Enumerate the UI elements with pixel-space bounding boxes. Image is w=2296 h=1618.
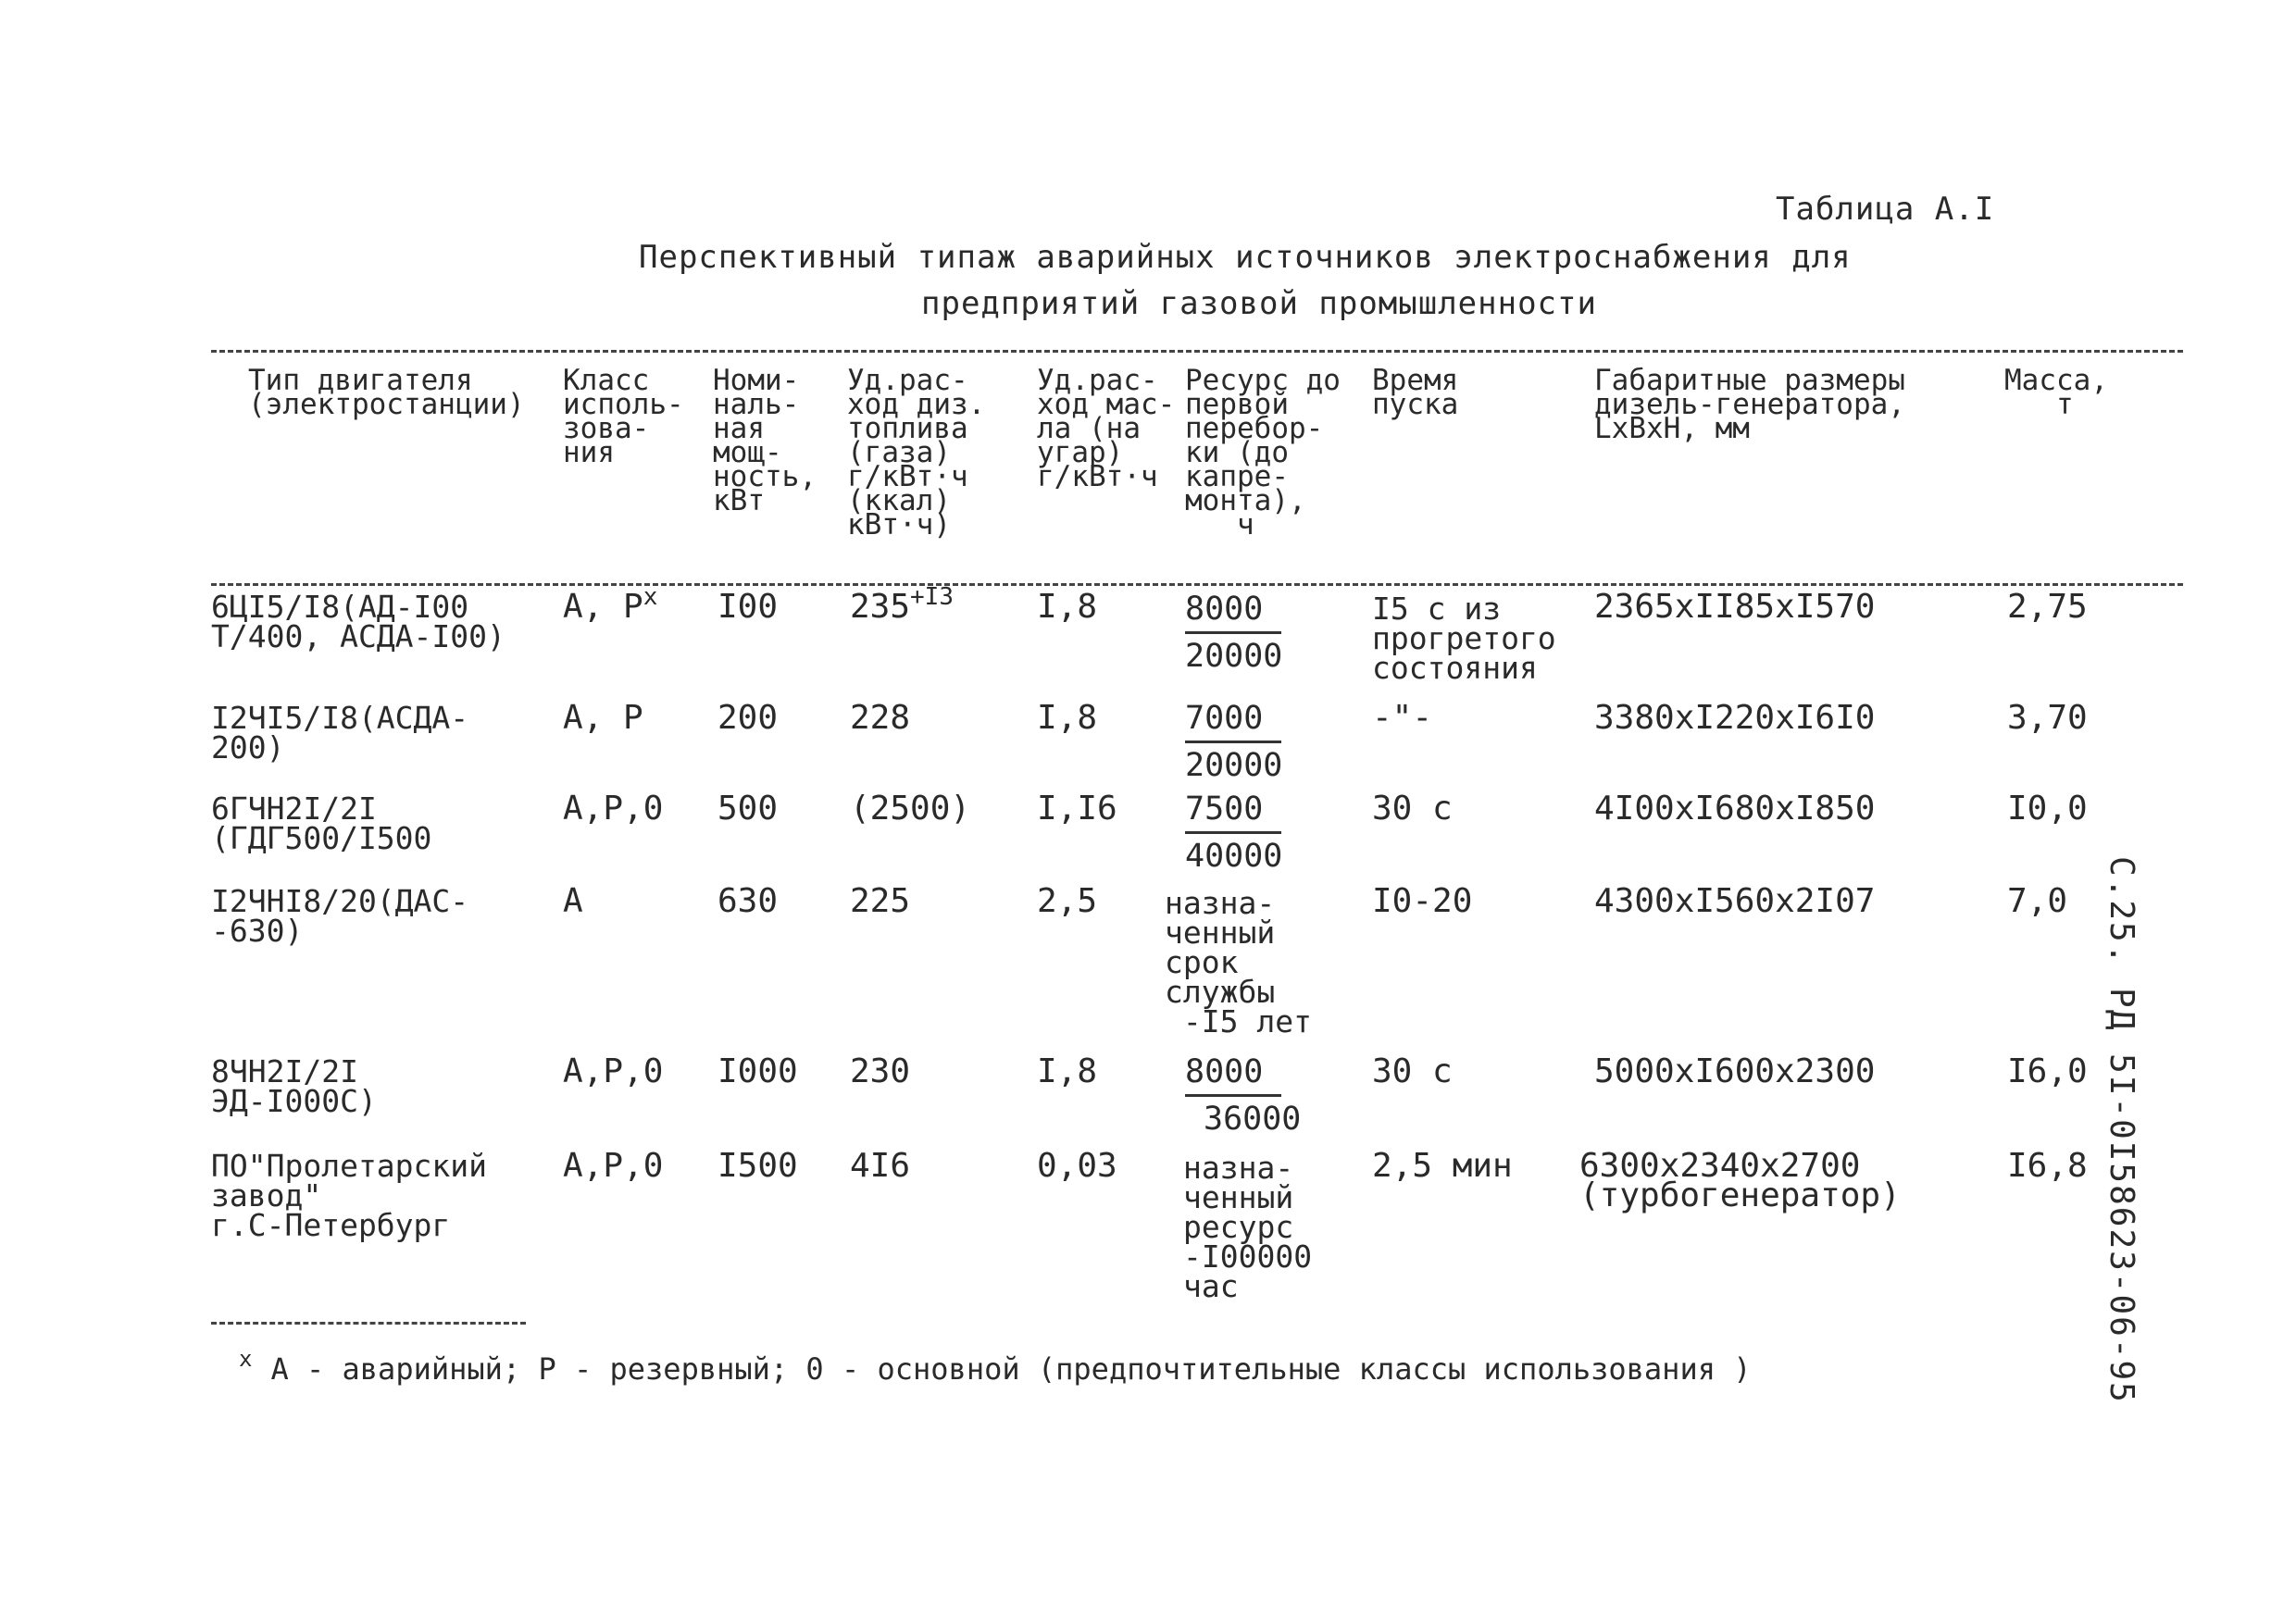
row-5-resource: $\frac{8000}{36000}$ [1185, 1053, 1302, 1138]
row-2-mass: 3,70 [2007, 699, 2088, 737]
row-4-rated-power: 630 [718, 882, 779, 920]
header-engine-type: Тип двигателя (электростанции) [248, 364, 525, 421]
row-1-oil-consumption: I,8 [1037, 588, 1098, 626]
row-3-mass: I0,0 [2007, 790, 2088, 828]
row-3-engine-type: 6ГЧН2I/2I (ГДГ500/I500 [211, 790, 432, 856]
table-top-rule [211, 350, 2183, 353]
row-6-start-time: 2,5 мин [1372, 1147, 1513, 1185]
row-6-rated-power: I500 [718, 1147, 798, 1185]
row-2-resource: $\frac{7000}{20000}$ [1185, 700, 1283, 784]
table-title-line-1: Перспективный типаж аварийных источников электроснабжения для [639, 239, 1852, 276]
table-title-line-2: предприятий газовой промышленности [921, 285, 1597, 322]
row-1-dimensions: 2365xII85xI570 [1594, 588, 1876, 626]
row-2-start-time: -"- [1372, 699, 1433, 737]
row-5-dimensions: 5000xI600x2300 [1594, 1052, 1876, 1090]
row-4-start-time: I0-20 [1372, 882, 1473, 920]
header-start-time: Время пуска [1372, 364, 1459, 421]
row-1-usage-class: А, $Р^x$ [563, 583, 658, 626]
row-3-resource: $\frac{7500}{40000}$ [1185, 790, 1283, 875]
row-1-mass: 2,75 [2007, 588, 2088, 626]
table-bottom-rule [211, 1322, 526, 1325]
row-4-engine-type: I2ЧНI8/20(ДАС- -630) [211, 883, 469, 949]
row-1-rated-power: I00 [718, 588, 779, 626]
header-bottom-rule [211, 583, 2183, 586]
row-3-start-time: 30 с [1372, 790, 1453, 828]
header-mass: Масса, т [2004, 364, 2108, 421]
row-2-engine-type: I2ЧI5/I8(АСДА- 200) [211, 700, 469, 765]
row-6-fuel-consumption: 4I6 [850, 1147, 911, 1185]
header-dimensions: Габаритные размеры дизель-генератора, LxBxH, мм [1594, 364, 1905, 445]
table-number: Таблица А.I [1776, 191, 1995, 228]
header-rated-power: Номи- наль- ная мощ- ность, кВт [713, 364, 817, 517]
row-3-fuel-consumption: (2500) [850, 790, 971, 828]
footnote [239, 1346, 1752, 1387]
header-fuel-consumption: Уд.рас- ход диз. топлива (газа) г/кВт·ч (ккал) кВт·ч) [847, 364, 986, 541]
row-6-mass: I6,8 [2007, 1147, 2088, 1185]
row-4-mass: 7,0 [2007, 882, 2068, 920]
header-resource: Ресурс до первой перебор- ки (до капре- монта), ч [1185, 364, 1341, 541]
row-5-engine-type: 8ЧН2I/2I ЭД-I000С) [211, 1053, 377, 1119]
row-6-dimensions: 6300x2340x2700 (турбогенератор) [1579, 1147, 1901, 1214]
row-2-usage-class: А, Р [563, 699, 643, 737]
row-6-resource: назна- ченный ресурс -I00000 час [1183, 1150, 1313, 1304]
row-2-oil-consumption: I,8 [1037, 699, 1098, 737]
document-code: С.25. РД 5I-0I58623-06-95 [2103, 856, 2140, 1404]
row-6-engine-type: ПО"Пролетарский завод" г.С-Петербург [211, 1148, 488, 1243]
row-1-start-time: I5 с из прогретого состояния [1372, 591, 1556, 686]
row-3-usage-class: А,Р,0 [563, 790, 664, 828]
row-2-fuel-consumption: 228 [850, 699, 911, 737]
row-5-fuel-consumption: 230 [850, 1052, 911, 1090]
row-1-fuel-consumption: $235^{+I3}$ [850, 583, 954, 626]
row-4-resource: назна- ченный срок службы -I5 лет [1165, 885, 1312, 1039]
row-5-rated-power: I000 [718, 1052, 798, 1090]
row-6-usage-class: А,Р,0 [563, 1147, 664, 1185]
row-2-rated-power: 200 [718, 699, 779, 737]
header-usage-class: Класс исполь- зова- ния [563, 364, 684, 469]
row-3-oil-consumption: I,I6 [1037, 790, 1117, 828]
row-3-rated-power: 500 [718, 790, 779, 828]
footnote-text: А - аварийный; Р - резервный; 0 - основной (предпочтительные классы использования ) [270, 1351, 1752, 1387]
row-5-start-time: 30 с [1372, 1052, 1453, 1090]
row-2-dimensions: 3380xI220xI6I0 [1594, 699, 1876, 737]
row-1-engine-type: 6ЦI5/I8(АД-I00 Т/400, АСДА-I00) [211, 589, 505, 654]
row-3-dimensions: 4I00xI680xI850 [1594, 790, 1876, 828]
row-4-usage-class: А [563, 882, 583, 920]
row-4-oil-consumption: 2,5 [1037, 882, 1098, 920]
row-5-usage-class: А,Р,0 [563, 1052, 664, 1090]
row-5-oil-consumption: I,8 [1037, 1052, 1098, 1090]
row-4-dimensions: 4300xI560x2I07 [1594, 882, 1876, 920]
row-4-fuel-consumption: 225 [850, 882, 911, 920]
header-oil-consumption: Уд.рас- ход мас- ла (на угар) г/кВт·ч [1037, 364, 1176, 493]
footnote-mark: x [239, 1346, 253, 1372]
row-1-resource: $\frac{8000}{20000}$ [1185, 591, 1283, 675]
row-6-oil-consumption: 0,03 [1037, 1147, 1117, 1185]
row-5-mass: I6,0 [2007, 1052, 2088, 1090]
